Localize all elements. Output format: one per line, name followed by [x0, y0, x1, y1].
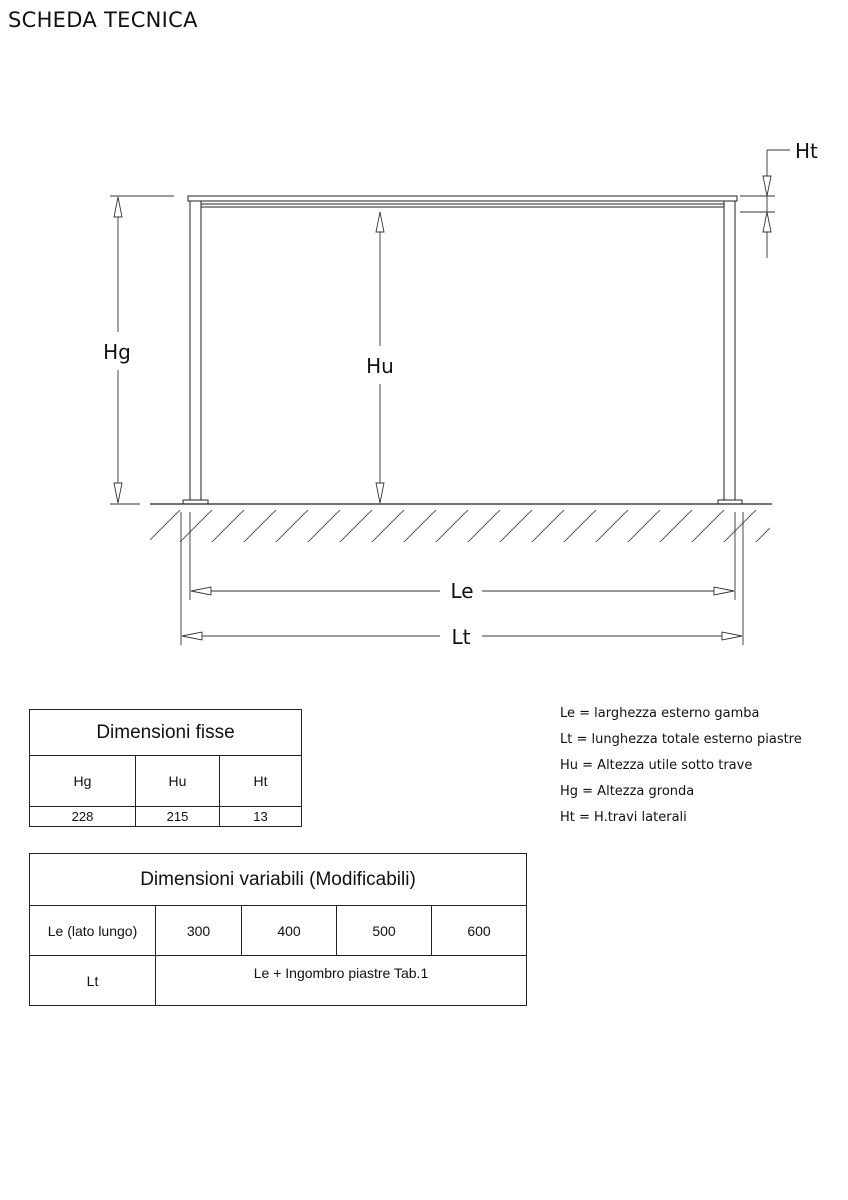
- le-arrow-left: [191, 587, 211, 595]
- ht-arrow-top: [763, 176, 771, 196]
- legend-item: Ht = H.travi laterali: [560, 810, 687, 825]
- le-value-cell: 400: [242, 906, 337, 956]
- legend: [560, 705, 802, 835]
- hu-arrow-top: [376, 212, 384, 232]
- ground-hatch: [150, 510, 770, 542]
- le-row-label: Le (lato lungo): [30, 906, 156, 956]
- fixed-value-hu: 215: [136, 807, 220, 827]
- right-column: [724, 201, 735, 501]
- fixed-value-ht: 13: [220, 807, 302, 827]
- hg-arrow-bottom: [114, 483, 122, 503]
- le-value-cell: 600: [432, 906, 527, 956]
- fixed-header-hg: Hg: [30, 756, 136, 807]
- page-title: SCHEDA TECNICA: [8, 8, 198, 32]
- ht-arrow-bottom: [763, 212, 771, 232]
- le-arrow-right: [714, 587, 734, 595]
- roof-beam: [188, 196, 737, 201]
- hu-arrow-bottom: [376, 483, 384, 503]
- legend-item: Hu = Altezza utile sotto trave: [560, 758, 753, 773]
- fixed-dimensions-table: [29, 709, 302, 827]
- lt-formula-cell: Le + Ingombro piastre Tab.1: [156, 956, 527, 1006]
- legend-item: Lt = lunghezza totale esterno piastre: [560, 732, 802, 747]
- hg-label: Hg: [103, 340, 131, 364]
- legend-item: Hg = Altezza gronda: [560, 784, 695, 799]
- variable-table-title: Dimensioni variabili (Modificabili): [30, 854, 527, 906]
- le-label: Le: [450, 579, 474, 603]
- fixed-header-hu: Hu: [136, 756, 220, 807]
- lt-arrow-right: [722, 632, 742, 640]
- ht-label: Ht: [795, 139, 818, 163]
- hu-label: Hu: [366, 354, 394, 378]
- fixed-table-title: Dimensioni fisse: [30, 710, 302, 756]
- le-value-cell: 300: [156, 906, 242, 956]
- fixed-header-ht: Ht: [220, 756, 302, 807]
- lt-row-label: Lt: [30, 956, 156, 1006]
- fixed-value-hg: 228: [30, 807, 136, 827]
- lt-label: Lt: [451, 625, 471, 649]
- lt-arrow-left: [182, 632, 202, 640]
- left-column: [190, 201, 201, 501]
- hg-arrow-top: [114, 197, 122, 217]
- legend-item: Le = larghezza esterno gamba: [560, 706, 760, 721]
- variable-dimensions-table: [29, 853, 527, 1006]
- le-value-cell: 500: [337, 906, 432, 956]
